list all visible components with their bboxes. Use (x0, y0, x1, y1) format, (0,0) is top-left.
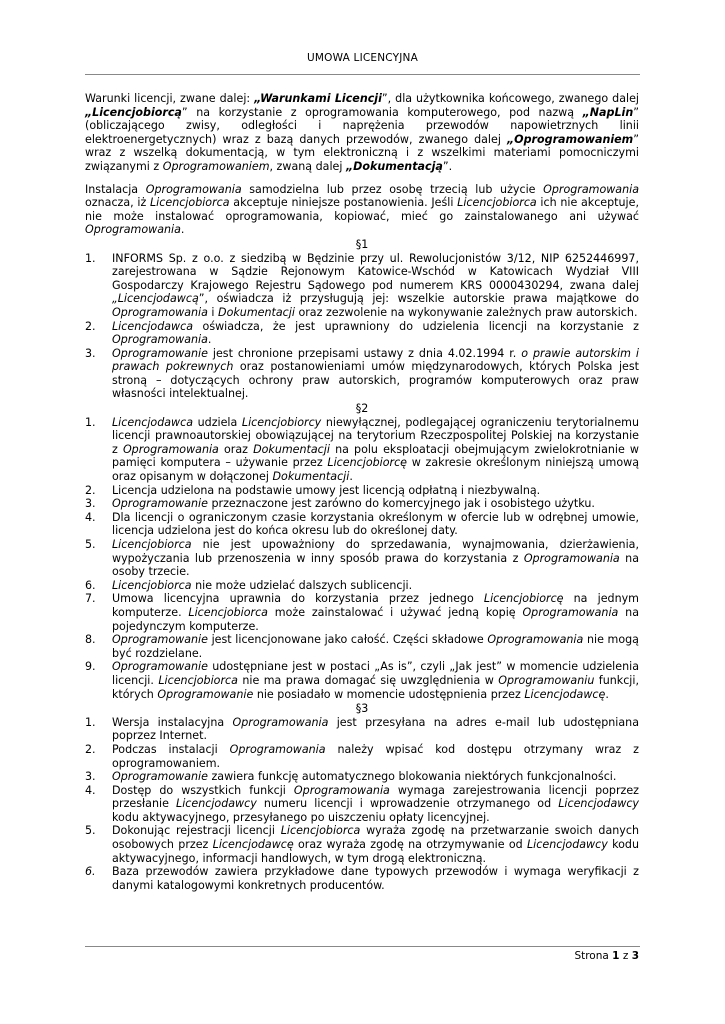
text-run: Oprogramowania (293, 783, 390, 797)
text-run: . (180, 223, 185, 237)
text-run: Licencjobiorca (112, 538, 192, 551)
list-item (85, 320, 639, 347)
item-number: 6. (85, 578, 96, 592)
text-run: Licencjobiorca (158, 673, 238, 687)
text-run: na polu eksploatacji obejmującym zwielokrotnianie w pamięci komputera – używanie przez (112, 442, 639, 470)
text-run: nie mogą być rozdzielane. (112, 633, 639, 660)
text-run: wyraża zgodę na przetwarzanie swoich danych osobowych przez (112, 824, 639, 852)
footer-label: Strona (574, 950, 609, 962)
text-run: Oprogramowania (543, 182, 640, 196)
text-run: nie może udzielać dalszych sublicencji. (191, 578, 413, 592)
list-item (85, 538, 639, 579)
text-run: , zwaną dalej (269, 159, 346, 173)
text-run: i (207, 305, 219, 319)
text-run: Licencjobiorca (188, 605, 268, 619)
text-run: Oprogramowania (487, 633, 584, 647)
text-run: Wersja instalacyjna (112, 715, 233, 729)
item-number: 3. (85, 497, 96, 511)
text-run: udziela (193, 415, 242, 429)
text-run: zawiera funkcję automatycznego blokowania niektórych funkcjonalności. (207, 770, 617, 784)
text-run: nie ma prawa domagać się uwzględnienia w (237, 673, 499, 687)
list-item (85, 252, 639, 320)
text-run: ” (obliczającego zwisy, odległości i naprężenia przewodów napowietrznych linii elektroenergetycznych) wraz z bazą danych przewodów, zwanego dalej (85, 105, 639, 146)
list-item (85, 347, 639, 401)
section-heading: §3 (355, 702, 369, 716)
text-run: Oprogramowania (112, 333, 208, 347)
item-number: 7. (85, 592, 96, 606)
text-run: Licencjodawcy (176, 797, 257, 811)
text-run: Oprogramowania (232, 715, 329, 729)
text-run: Podczas instalacji (112, 742, 230, 756)
text-run: Oprogramowanie (112, 346, 208, 360)
text-run: numeru licencji i wprowadzenie otrzymanego od (256, 797, 559, 811)
intro-paragraph-1 (85, 92, 639, 174)
text-run: Licencjodawcy (527, 838, 608, 852)
text-run: Oprogramowanie (112, 497, 208, 511)
text-run: Licencjodawcę (524, 687, 606, 701)
text-run: „Licencjodawcą (112, 292, 199, 306)
text-run: Licencjodawcy (558, 797, 639, 811)
text-run: jest przesyłana na adres e-mail lub udostępniana poprzez Internet. (112, 715, 639, 743)
text-run: Baza przewodów zawiera przykładowe dane typowych przewodów i wymaga weryfikacji z danymi katalogowymi konkretnych producentów. (112, 865, 639, 892)
item-number: 5. (85, 538, 96, 551)
text-run: ”, dla użytkownika końcowego, zwanego dalej (381, 92, 639, 105)
list-item (85, 592, 639, 633)
text-run: Licencjobiorcę (327, 456, 408, 470)
text-run: udostępniane jest w postaci „As is”, czyli „Jak jest” w momencie udzielenia licencji. (112, 660, 639, 687)
item-number: 3. (85, 770, 96, 784)
text-run: Licencjodawcę (212, 838, 294, 852)
text-run: oraz postanowieniami umów międzynarodowych, których Polska jest stroną – dotyczących ochrony praw autorskich, programów komputerowych oraz praw własności intelektualnej. (112, 360, 639, 401)
text-run: ”, oświadcza iż przysługują jej: wszelkie autorskie prawa majątkowe do (198, 292, 639, 306)
text-run: na pojedynczym komputerze. (112, 605, 639, 633)
item-number: 2. (85, 483, 96, 497)
text-run: Oprogramowania (122, 442, 219, 456)
sections-container (85, 238, 639, 893)
item-number: 3. (85, 346, 96, 360)
item-number: 4. (85, 783, 96, 797)
text-run: Dokonując rejestracji licencji (112, 824, 281, 838)
text-run: Oprogramowania (85, 223, 181, 237)
text-run: „Oprogramowaniem (507, 132, 634, 146)
text-run: . (605, 687, 609, 701)
list-item (85, 865, 639, 892)
list-item (85, 743, 639, 770)
footer-sep: z (622, 950, 629, 962)
item-number: 9. (85, 660, 96, 674)
list-item (85, 484, 639, 498)
text-run: Oprogramowania (523, 551, 620, 565)
text-run: o prawie autorskim i prawach pokrewnych (112, 346, 640, 374)
text-run: Oprogramowania (145, 182, 242, 196)
intro-paragraph-2 (85, 183, 639, 237)
text-run: Dokumentacji (272, 470, 350, 484)
text-run: INFORMS Sp. z o.o. z siedzibą w Będzinie przy ul. Rewolucjonistów 3/12, NIP 6252446997, zarejestrowana w Sądzie Rejonowym Katowice-Wschód w Katowicach Wydział VIII Gospodarczy Krajowego Rejestru Sądowego pod numerem KRS 0000430294, zwana dalej (112, 251, 639, 292)
list-item (85, 770, 639, 784)
text-run: . (207, 333, 212, 347)
item-number: 1. (85, 715, 96, 729)
text-run: Licencjobiorca (457, 196, 537, 210)
text-run: nie posiadało w momencie udostępnienia przez (253, 687, 525, 701)
section-heading: §1 (355, 237, 369, 251)
text-run: Oprogramowania (112, 305, 208, 319)
item-number: 6. (85, 865, 96, 879)
text-run: oraz (218, 442, 254, 456)
list-item (85, 416, 639, 484)
item-number: 4. (85, 510, 96, 524)
text-run: nie jest upoważniony do sprzedawania, wynajmowania, dzierżawienia, wypożyczania lub przenoszenia w inny sposób prawa do korzystania z (112, 538, 639, 565)
text-run: Licencjodawca (112, 415, 193, 429)
text-run: Oprogramowanie (112, 660, 208, 674)
section-heading: §2 (355, 402, 369, 416)
text-run: ” wraz z wszelką dokumentacją, w tym elektroniczną i z wszelkimi materiami pomocniczymi związanymi z (85, 132, 639, 173)
page-footer (574, 950, 639, 962)
text-run: „NapLin (582, 105, 634, 119)
text-run: Dokumentacji (218, 305, 295, 319)
text-run: Licencja udzielona na podstawie umowy jest licencją odpłatną i niezbywalną. (112, 483, 541, 497)
document-body (85, 92, 639, 892)
text-run: Licencjodawca (112, 319, 193, 333)
text-run: oznacza, iż (85, 196, 150, 210)
footer-total-pages: 3 (631, 950, 639, 962)
text-run: Oprogramowanie (112, 770, 208, 784)
text-run: Licencjobiorca (112, 578, 192, 592)
section-list (85, 416, 639, 701)
text-run: Dokumentacji (253, 442, 330, 456)
list-item (85, 716, 639, 743)
text-run: jest licencjonowane jako całość. Części składowe (207, 633, 488, 647)
list-item (85, 579, 639, 593)
text-run: Licencjobiorca (150, 196, 230, 210)
text-run: ”. (442, 159, 453, 173)
text-run: samodzielna lub przez osobę trzecią lub użycie (241, 182, 544, 196)
document-title: UMOWA LICENCYJNA (307, 52, 418, 64)
text-run: akceptuje niniejsze postanowienia. Jeśli (229, 196, 458, 210)
item-number: 2. (85, 742, 96, 756)
item-number: 1. (85, 415, 96, 429)
text-run: Oprogramowaniu (498, 673, 595, 687)
text-run: funkcji, których (112, 673, 639, 701)
list-item (85, 660, 639, 701)
text-run: „Warunkami Licencji (254, 92, 382, 105)
list-item (85, 633, 639, 660)
item-number: 2. (85, 319, 96, 333)
section-list (85, 252, 639, 402)
text-run: na osoby trzecie. (112, 551, 639, 579)
text-run: Dostęp do wszystkich funkcji (112, 783, 294, 797)
item-number: 1. (85, 251, 96, 265)
footer-divider (85, 946, 640, 947)
page-header (85, 52, 640, 75)
section-list (85, 716, 639, 893)
text-run: wymaga zarejestrowania licencji poprzez przesłanie (112, 783, 639, 811)
text-run: ” na korzystanie z oprogramowania komputerowego, pod nazwą (181, 105, 583, 119)
text-run: oraz wyraża zgodę na otrzymywanie od (293, 838, 527, 852)
text-run: jest chronione przepisami ustawy z dnia 4.02.1994 r. (207, 346, 522, 360)
list-item (85, 497, 639, 511)
text-run: Licencjobiorcy (241, 415, 322, 429)
text-run: oraz zezwolenie na wykonywanie zależnych praw autorskich. (294, 305, 638, 319)
list-item (85, 511, 639, 538)
text-run: ich nie akceptuje, nie może instalować oprogramowania, kopiować, mieć go zainstalowanego ani używać (85, 196, 639, 223)
text-run: Warunki licencji, zwane dalej: (85, 92, 255, 105)
list-item (85, 784, 639, 825)
item-number: 5. (85, 824, 96, 838)
text-run: . (349, 470, 353, 484)
text-run: przeznaczone jest zarówno do komercyjnego jak i osobistego użytku. (207, 497, 595, 511)
text-run: oświadcza, że jest uprawniony do udzielenia licencji na korzystanie z (193, 319, 639, 333)
footer-current-page: 1 (612, 950, 620, 962)
text-run: w zakresie określonym niniejszą umową oraz opisanym w dołączonej (112, 456, 639, 484)
text-run: niewyłącznej, podlegającej ograniczeniu terytorialnemu licencji prawnoautorskiej obowiązującej na terytorium Rzeczpospolitej Polskiej na korzystanie z (112, 415, 639, 456)
text-run: należy wpisać kod dostępu otrzymany wraz z oprogramowaniem. (112, 742, 639, 770)
list-item (85, 824, 639, 865)
text-run: „Dokumentacją (345, 159, 443, 173)
text-run: kodu aktywacyjnego, informacji handlowych, w tym drogą elektroniczną. (112, 838, 639, 865)
text-run: Licencjobiorca (280, 824, 361, 838)
text-run: na jednym komputerze. (112, 592, 639, 619)
text-run: Instalacja (85, 182, 146, 196)
text-run: Oprogramowanie (112, 633, 208, 647)
item-number: 8. (85, 633, 96, 647)
text-run: Umowa licencyjna uprawnia do korzystania przez jednego (112, 592, 484, 606)
text-run: Oprogramowaniem (162, 159, 270, 173)
text-run: „Licencjobiorcą (85, 105, 182, 119)
text-run: Licencjobiorcę (483, 592, 564, 606)
text-run: kodu aktywacyjnego, przesyłanego po uiszczeniu opłaty licencyjnej. (112, 810, 490, 824)
text-run: Dla licencji o ograniczonym czasie korzystania określonym w ofercie lub w odrębnej umowie, licencja udzielona jest do końca okresu lub do określonej daty. (112, 510, 639, 538)
text-run: Oprogramowania (522, 605, 619, 619)
text-run: może zainstalować i używać jedną kopię (267, 605, 523, 619)
text-run: Oprogramowanie (157, 687, 254, 701)
text-run: Oprogramowania (229, 742, 326, 756)
